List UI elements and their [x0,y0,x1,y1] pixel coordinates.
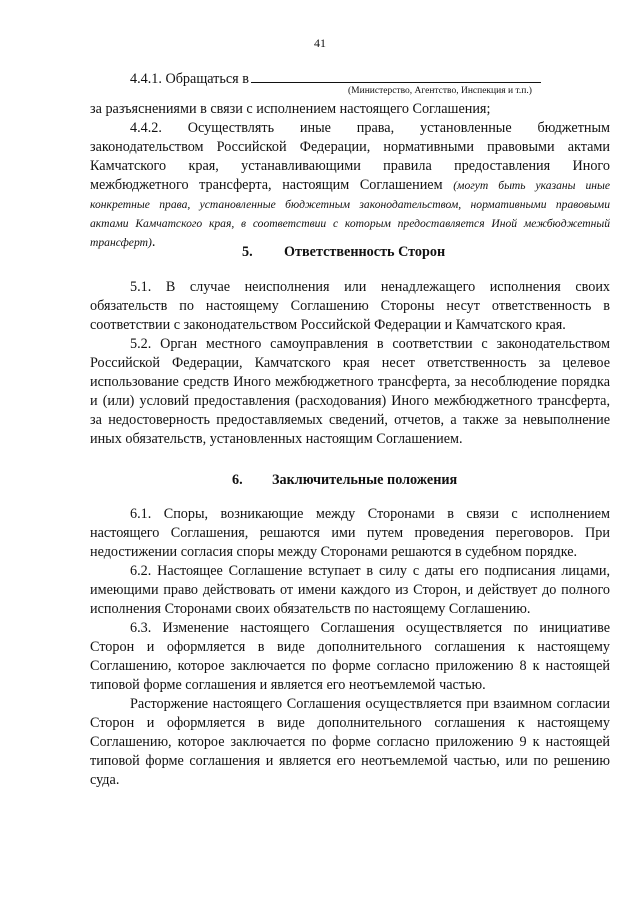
section-5-body [90,278,610,449]
clause-4-4-2-end: . [151,234,156,250]
clause-4-4-2-paragraph [90,119,610,252]
section-6-title: Заключительные положения [272,472,458,488]
section-6-number: 6. [232,472,243,488]
section-6-body [90,505,610,790]
clause-6-3: 6.3. Изменение настоящего Соглашения осуществляется по инициативе Сторон и оформляется в виде дополнительного соглашения к настоящему Соглашению, которое заключается по форме согласно приложению 8 к настоящей типовой форме соглашения и является его неотъемлемой частью. [90,620,610,693]
page-number: 41 [314,36,326,50]
section-5-number: 5. [242,244,253,260]
clause-5-1: 5.1. В случае неисполнения или ненадлежащего исполнения своих обязательств по настоящему Соглашению Стороны несут ответственность в соответствии с законодательством Российской Федерации и Камчатского края. [90,279,610,333]
fill-in-blank-line [251,68,541,83]
section-5-title: Ответственность Сторон [284,244,446,260]
clause-4-4-2-text: 4.4.2. Осуществлять иные права, установленные бюджетным законодательством Российской Федерации, нормативными правовыми актами Камчатского края, устанавливающими правила предоставления Иного межбюджетного трансферта, настоящим Соглашением [90,120,610,193]
clause-4-4-1-continuation [90,100,610,119]
clause-4-4-1-label: 4.4.1. Обращаться в [130,71,249,87]
clause-4-4-1-text: за разъяснениями в связи с исполнением настоящего Соглашения; [90,101,491,117]
clause-4-4-2-note: (могут быть указаны иные конкретные права, установленные бюджетным законодательством, нормативными правовыми актами Камчатского края, в соответствии с которым предоставляется Иной межбюджетный трансферт) [90,179,611,249]
clause-4-4-2 [90,119,610,252]
clause-6-1: 6.1. Споры, возникающие между Сторонами в связи с исполнением настоящего Соглашения, решаются ими путем проведения переговоров. При недостижении согласия споры между Сторонами решаются в судебном порядке. [90,506,610,560]
clause-termination: Расторжение настоящего Соглашения осуществляется при взаимном согласии Сторон и оформляется в виде дополнительного соглашения к настоящему Соглашению, которое заключается по форме согласно приложению 9 к настоящей типовой форме соглашения и является его неотъемлемой частью, или по решению суда. [90,696,610,788]
blank-hint: (Министерство, Агентство, Инспекция и т.п.) [348,86,532,96]
clause-4-4-1 [130,68,541,88]
clause-5-2: 5.2. Орган местного самоуправления в соответствии с законодательством Российской Федерации, Камчатского края несет ответственность за целевое использование средств Иного межбюджетного трансферта, за несоблюдение порядка и (или) условий предоставления (расходования) Иного межбюджетного трансферта, за недостоверность предоставляемых сведений, отчетов, а также за невыполнение иных обязательств, установленных настоящим Соглашением. [90,336,610,447]
clause-6-2: 6.2. Настоящее Соглашение вступает в силу с даты его подписания лицами, имеющими право действовать от имени каждого из Сторон, и действует до полного исполнения Сторонами своих обязательств по настоящему Соглашению. [90,563,610,617]
